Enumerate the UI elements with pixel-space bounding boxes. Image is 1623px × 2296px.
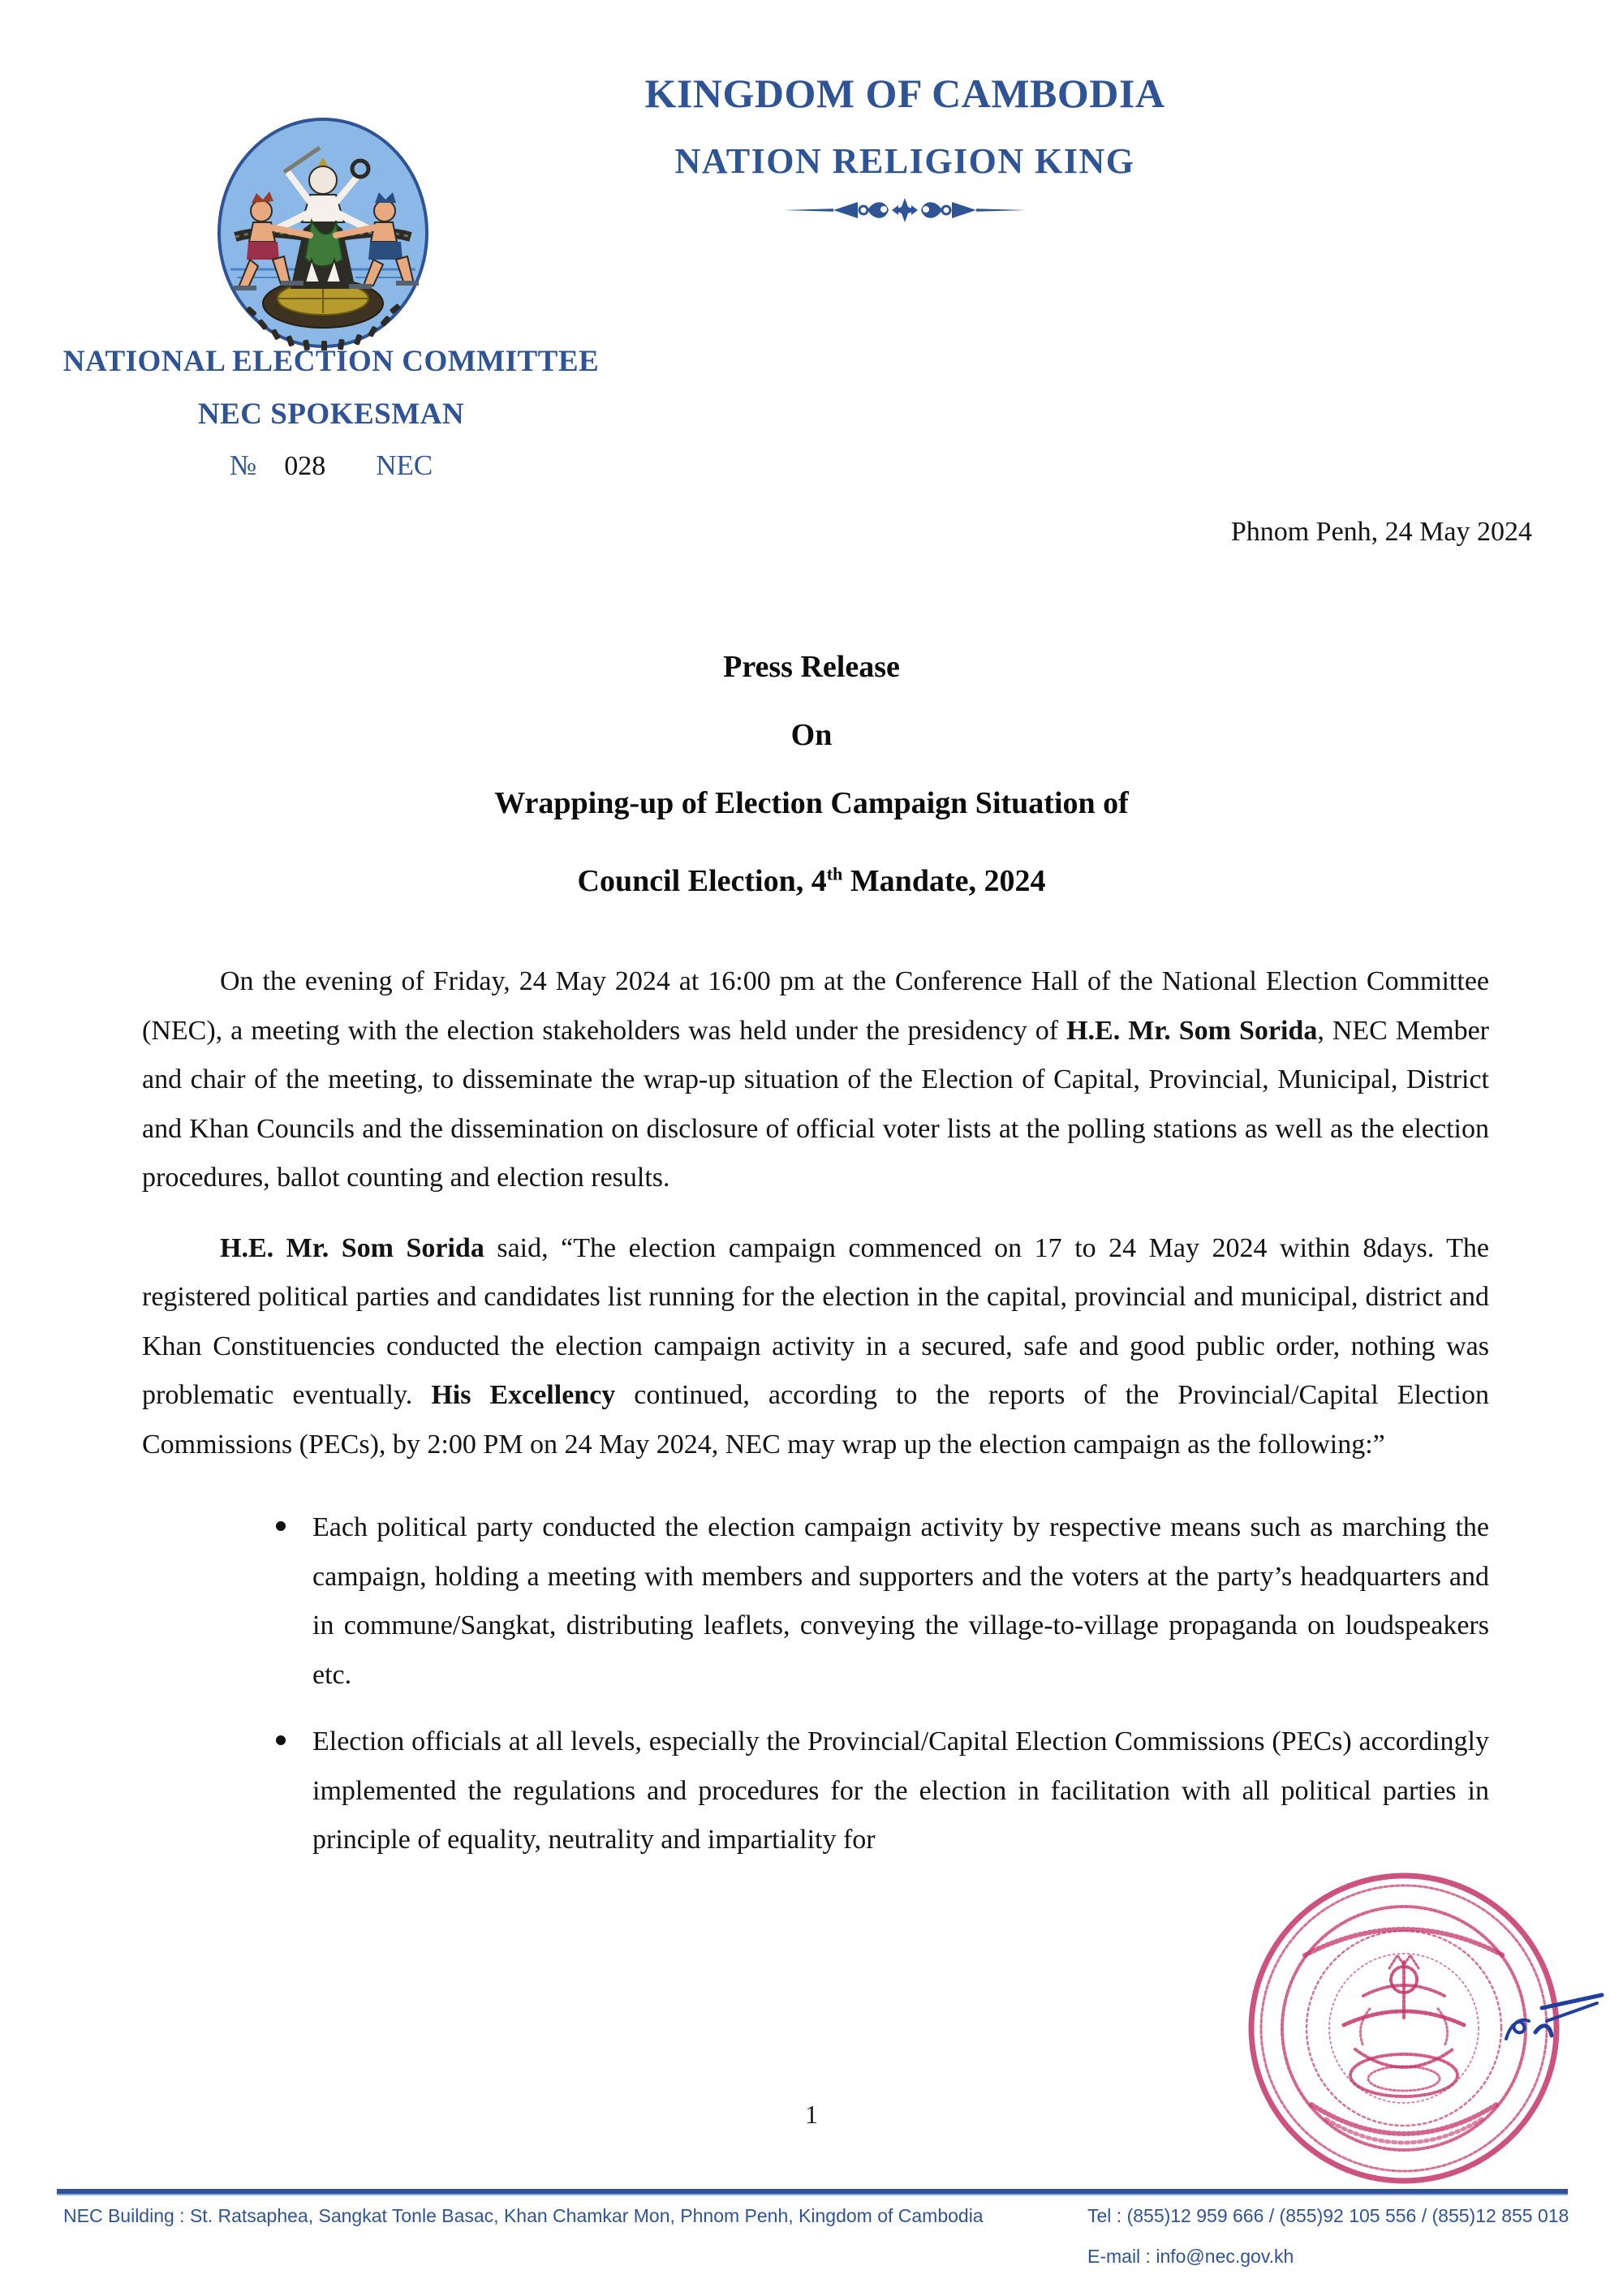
kingdom-heading [568,71,1242,224]
title-mandate [0,863,1623,899]
official-red-seal-stamp-icon [1242,1866,1566,2191]
title-mandate-after: Mandate, 2024 [842,864,1046,898]
footer-divider [57,2189,1568,2195]
paragraph-intro-name: H.E. Mr. Som Sorida [1066,1015,1318,1046]
organization-unit: NEC SPOKESMAN [197,398,465,431]
kingdom-title: KINGDOM OF CAMBODIA [644,71,1165,116]
title-press-release: Press Release [723,650,900,684]
document-body [142,957,1489,1883]
paragraph-statement-part2: continued, according to the reports of the Provincial/Capital Election Commissions (PECs), by 2:00 PM on 24 May 2024, NEC may wrap up the election campaign as the following:” [142,1380,1489,1460]
bullet-dot-icon [276,1521,286,1531]
numero-symbol: № [229,449,257,481]
title-mandate-ordinal: th [826,863,843,884]
document-reference [23,449,639,482]
paragraph-statement [142,1224,1489,1470]
paragraph-statement-part1: said, “The election campaign commenced on 17 to 24 May 2024 within 8days. The registered political parties and candidates list running for the election in the capital, provincial and municipal, district and Khan Constituencies conducted the election campaign activity in a secured, safe and good public order, nothing was problematic eventually. [142,1232,1490,1411]
list-item [142,1503,1489,1700]
organization-name: NATIONAL ELECTION COMMITTEE [62,345,600,378]
footer-email: E-mail : info@nec.gov.kh [1087,2246,1294,2267]
list-item [142,1718,1489,1865]
footer-address: NEC Building : St. Ratsaphea, Sangkat Tonle Basac, Khan Chamkar Mon, Phnom Penh, Kingdom of Cambodia [63,2205,984,2226]
paragraph-statement-excellency: His Excellency [431,1380,616,1411]
paragraph-intro-part2: , NEC Member and chair of the meeting, to disseminate the wrap-up situation of the Election of Capital, Provincial, Municipal, District and Khan Councils and the dissemination on disclosure of official voter lists at the polling stations as well as the election procedures, ballot counting and election results. [142,1015,1489,1193]
title-mandate-before: Council Election, 4 [577,864,827,898]
national-motto: NATION RELIGION KING [674,141,1135,181]
page-number: 1 [805,2100,818,2129]
issuing-office-block [23,344,639,482]
title-subject: Wrapping-up of Election Campaign Situation of [494,786,1129,820]
document-number: 028 [284,451,326,481]
title-on: On [790,718,833,752]
list-item-text: Each political party conducted the election campaign activity by respective means such as marching the campaign, holding a meeting with members and supporters and the voters at the party’s headquarters and in commune/Sangkat, distributing leaflets, conveying the village-to-village propaganda on loudspeakers etc. [312,1512,1489,1690]
ornamental-divider-icon [568,196,1242,224]
paragraph-intro [142,957,1489,1203]
nec-emblem-icon [213,115,433,350]
wrapup-bullet-list [142,1503,1489,1865]
footer-telephone: Tel : (855)12 959 666 / (855)92 105 556 / (855)12 855 018 [1087,2205,1569,2226]
list-item-text: Election officials at all levels, especially the Provincial/Capital Election Commissions (PECs) accordingly implemented the regulations and procedures for the election in facilitation with all political parties in principle of equality, neutrality and impartiality for [312,1726,1489,1855]
document-title-block [0,649,1623,899]
document-header [0,0,1623,547]
paragraph-intro-part1: On the evening of Friday, 24 May 2024 at 16:00 pm at the Conference Hall of the National Election Committee (NEC), a meeting with the election stakeholders was held under the presidency of [142,966,1489,1046]
place-and-date: Phnom Penh, 24 May 2024 [1230,517,1532,547]
paragraph-statement-name: H.E. Mr. Som Sorida [220,1232,484,1263]
bullet-dot-icon [276,1735,286,1745]
blue-signature-icon [1500,1992,1605,2065]
document-number-suffix: NEC [376,449,433,481]
